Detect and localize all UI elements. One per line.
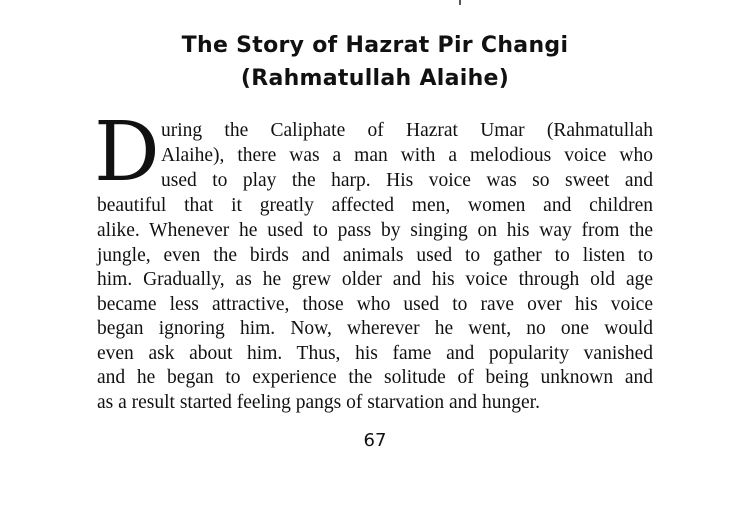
- paragraph-line: alike. Whenever he used to pass by singing on his way from the: [97, 220, 653, 241]
- paragraph-line: used to play the harp. His voice was so sweet and: [161, 170, 653, 191]
- top-edge-mark: [459, 0, 461, 5]
- paragraph-line: beautiful that it greatly affected men, women and children: [97, 195, 653, 216]
- drop-cap: D: [94, 105, 160, 200]
- paragraph-line: and he began to experience the solitude of being unknown and: [97, 367, 653, 388]
- page-number: 67: [363, 430, 387, 451]
- paragraph-line: uring the Caliphate of Hazrat Umar (Rahmatullah: [161, 120, 653, 141]
- paragraph-line: even ask about him. Thus, his fame and popularity vanished: [97, 343, 653, 364]
- paragraph-line: began ignoring him. Now, wherever he went, no one would: [97, 318, 653, 339]
- paragraph-line: became less attractive, those who used to rave over his voice: [97, 294, 653, 315]
- paragraph-line: jungle, even the birds and animals used to gather to listen to: [97, 245, 653, 266]
- story-title: The Story of Hazrat Pir Changi: [181, 33, 569, 58]
- paragraph-line: as a result started feeling pangs of starvation and hunger.: [97, 392, 540, 413]
- story-subtitle: (Rahmatullah Alaihe): [240, 66, 510, 91]
- paragraph-line: him. Gradually, as he grew older and his voice through old age: [97, 269, 653, 290]
- paragraph-line: Alaihe), there was a man with a melodious voice who: [161, 145, 653, 166]
